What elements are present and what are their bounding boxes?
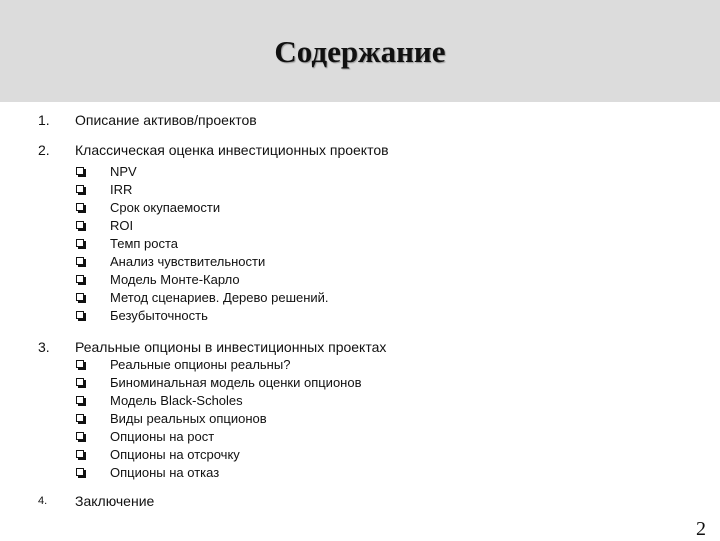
list-item: Безубыточность xyxy=(110,308,208,323)
list-item: Опционы на отсрочку xyxy=(110,447,240,462)
list-item: Модель Монте-Карло xyxy=(110,272,240,287)
list-item: Модель Black-Scholes xyxy=(110,393,243,408)
list-item: Опционы на отказ xyxy=(110,465,220,480)
checkbox-bullet-icon xyxy=(76,311,86,321)
list-item: IRR xyxy=(110,182,133,197)
list-item: Реальные опционы реальны? xyxy=(110,357,291,372)
section-number: 2. xyxy=(38,142,50,158)
list-item: Биноминальная модель оценки опционов xyxy=(110,375,362,390)
list-item: Темп роста xyxy=(110,236,179,251)
checkbox-bullet-icon xyxy=(76,203,86,213)
checkbox-bullet-icon xyxy=(76,257,86,267)
section-number: 1. xyxy=(38,112,50,128)
list-item: Виды реальных опционов xyxy=(110,411,267,426)
section-number: 4. xyxy=(38,495,48,507)
checkbox-bullet-icon xyxy=(76,360,86,370)
section-number: 3. xyxy=(38,339,50,355)
section-label: Описание активов/проектов xyxy=(75,112,257,128)
checkbox-bullet-icon xyxy=(76,185,86,195)
checkbox-bullet-icon xyxy=(76,293,86,303)
list-item: Метод сценариев. Дерево решений. xyxy=(110,290,329,305)
section-label: Реальные опционы в инвестиционных проектах xyxy=(75,339,387,355)
page-number: 2 xyxy=(696,518,706,540)
checkbox-bullet-icon xyxy=(76,378,86,388)
checkbox-bullet-icon xyxy=(76,468,86,478)
section-label: Классическая оценка инвестиционных проектов xyxy=(75,142,389,158)
slide-title: Содержание xyxy=(274,34,446,69)
checkbox-bullet-icon xyxy=(76,414,86,424)
checkbox-bullet-icon xyxy=(76,239,86,249)
checkbox-bullet-icon xyxy=(76,167,86,177)
checkbox-bullet-icon xyxy=(76,450,86,460)
list-item: Опционы на рост xyxy=(110,429,215,444)
checkbox-bullet-icon xyxy=(76,221,86,231)
checkbox-bullet-icon xyxy=(76,432,86,442)
list-item: Анализ чувствительности xyxy=(110,254,266,269)
list-item: ROI xyxy=(110,218,134,233)
list-item: Срок окупаемости xyxy=(110,200,221,215)
checkbox-bullet-icon xyxy=(76,396,86,406)
list-item: NPV xyxy=(110,164,137,179)
section-label: Заключение xyxy=(75,493,155,509)
checkbox-bullet-icon xyxy=(76,275,86,285)
